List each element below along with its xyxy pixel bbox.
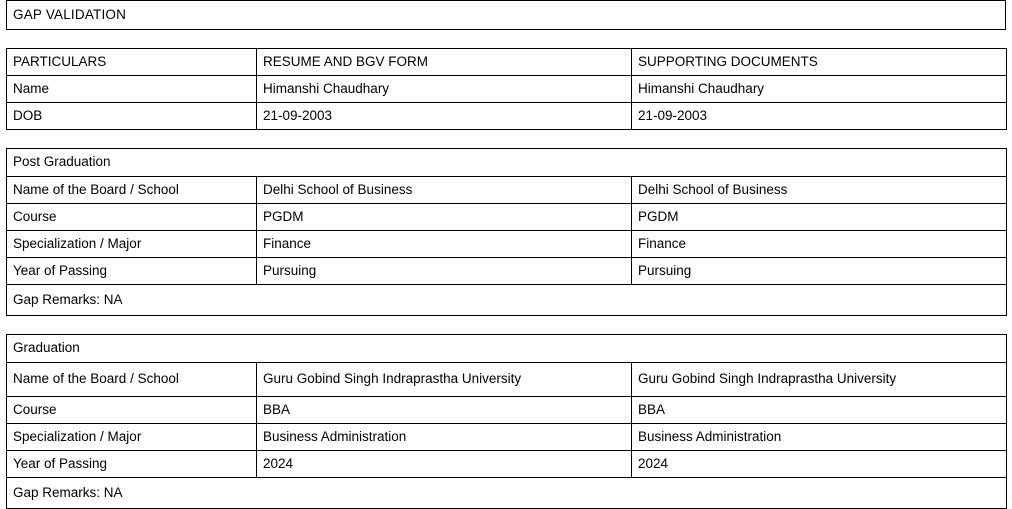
spacer [6,316,1006,334]
graduation-table [6,334,1007,509]
row-resume-value: BBA [257,397,632,424]
row-label: Name of the Board / School [7,363,257,397]
row-label: Specialization / Major [7,424,257,451]
spacer [6,30,1006,48]
gap-remarks-row [7,478,1007,509]
table-row [7,424,1007,451]
table-row [7,363,1007,397]
row-label: DOB [7,103,257,130]
row-label: Name [7,76,257,103]
table-row [7,258,1007,285]
row-supporting-value: BBA [632,397,1007,424]
row-label: Course [7,204,257,231]
row-label: Year of Passing [7,451,257,478]
row-supporting-value: Guru Gobind Singh Indraprastha University [632,363,1007,397]
table-row [7,204,1007,231]
row-resume-value: Guru Gobind Singh Indraprastha University [257,363,632,397]
row-supporting-value: 21-09-2003 [632,103,1007,130]
section-heading-row [7,335,1007,363]
row-resume-value: 21-09-2003 [257,103,632,130]
row-supporting-value: Business Administration [632,424,1007,451]
row-label: Course [7,397,257,424]
table-row [7,397,1007,424]
row-label: Name of the Board / School [7,177,257,204]
table-row [7,1,1006,30]
post-graduation-table [6,148,1007,316]
row-resume-value: 2024 [257,451,632,478]
row-resume-value: Finance [257,231,632,258]
row-supporting-value: Delhi School of Business [632,177,1007,204]
section-heading: Post Graduation [7,149,1007,177]
row-resume-value: Himanshi Chaudhary [257,76,632,103]
row-resume-value: Business Administration [257,424,632,451]
row-supporting-value: Pursuing [632,258,1007,285]
gap-remarks: Gap Remarks: NA [7,478,1007,509]
table-row [7,451,1007,478]
row-label: Year of Passing [7,258,257,285]
section-heading: Graduation [7,335,1007,363]
table-row [7,76,1007,103]
row-resume-value: Pursuing [257,258,632,285]
spacer [6,130,1006,148]
row-resume-value: PGDM [257,204,632,231]
row-label: Specialization / Major [7,231,257,258]
document-title-table [6,0,1006,30]
page-title: GAP VALIDATION [7,1,1006,30]
column-header-supporting: SUPPORTING DOCUMENTS [632,49,1007,76]
gap-remarks: Gap Remarks: NA [7,285,1007,316]
row-supporting-value: Finance [632,231,1007,258]
table-row [7,177,1007,204]
row-supporting-value: PGDM [632,204,1007,231]
gap-remarks-row [7,285,1007,316]
table-header-row [7,49,1007,76]
table-row [7,231,1007,258]
row-supporting-value: 2024 [632,451,1007,478]
column-header-resume: RESUME AND BGV FORM [257,49,632,76]
row-resume-value: Delhi School of Business [257,177,632,204]
table-row [7,103,1007,130]
section-heading-row [7,149,1007,177]
particulars-table [6,48,1007,130]
column-header-particulars: PARTICULARS [7,49,257,76]
row-supporting-value: Himanshi Chaudhary [632,76,1007,103]
